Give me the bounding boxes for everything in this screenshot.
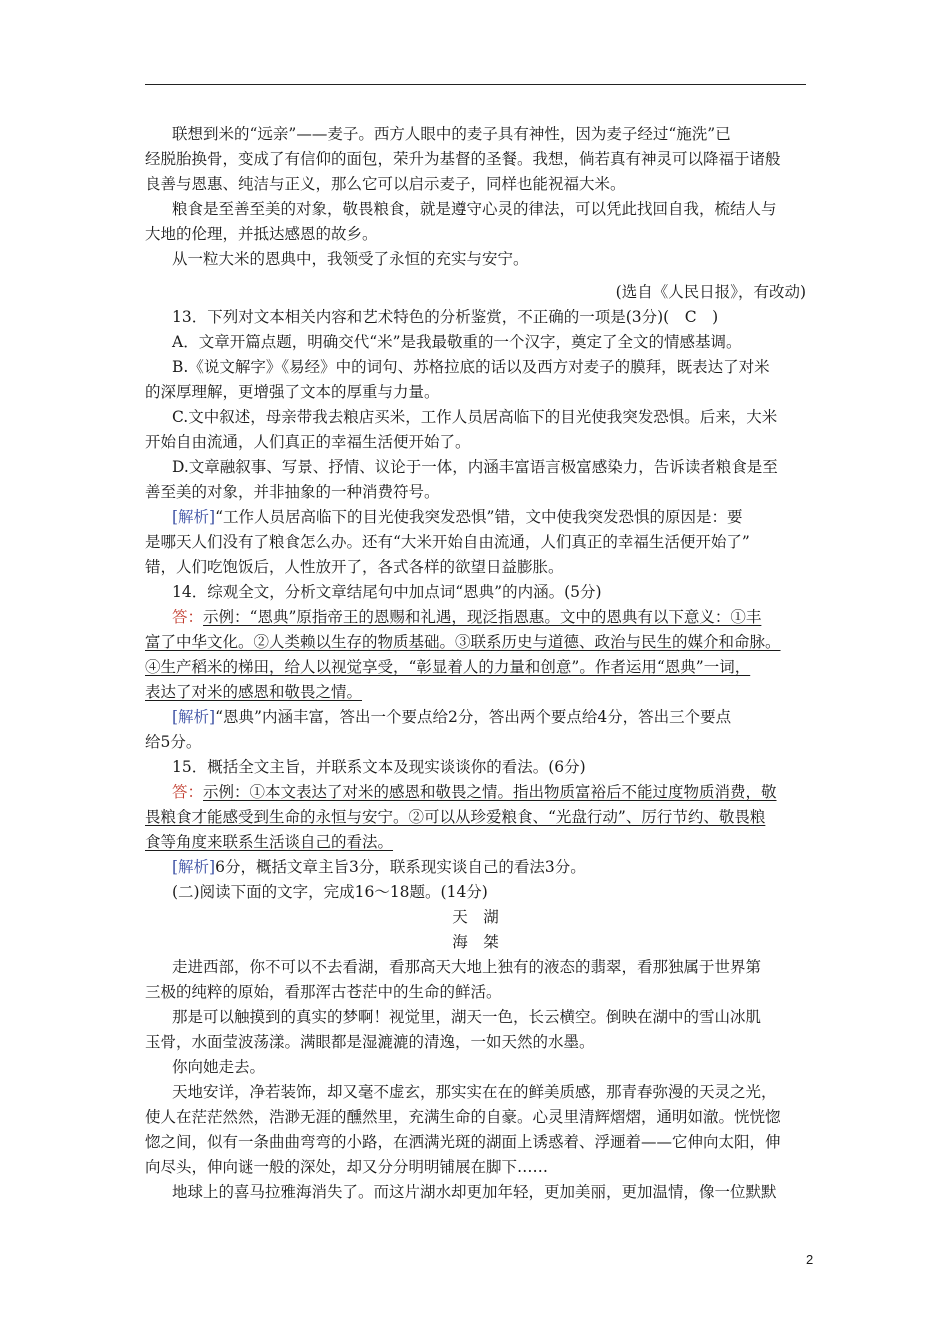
analysis-14-cont: 给5分。 xyxy=(145,733,202,751)
analysis-13 xyxy=(172,507,742,527)
text-line: 三极的纯粹的原始，看那浑古苍茫中的生命的鲜活。 xyxy=(145,983,502,1001)
answer-15-cont: 畏粮食才能感受到生命的永恒与安宁。②可以从珍爱粮食、“光盘行动”、厉行节约、敬畏粮 xyxy=(145,808,766,826)
question-14: 14．综观全文，分析文章结尾句中加点词“恩典”的内涵。(5分) xyxy=(172,583,602,601)
text-line: 走进西部，你不可以不去看湖，看那高天大地上独有的液态的翡翠，看那独属于世界第 xyxy=(172,958,762,976)
answer-15 xyxy=(172,782,777,802)
page-number: 2 xyxy=(806,1252,814,1267)
text-line: 惚之间，似有一条曲曲弯弯的小路，在洒满光斑的湖面上诱惑着、浮逦着——它伸向太阳，伸 xyxy=(145,1133,781,1151)
analysis-tag: [解析] xyxy=(172,508,216,526)
source-note: (选自《人民日报》，有改动) xyxy=(615,283,806,301)
answer-15-cont: 食等角度来联系生活谈自己的看法。 xyxy=(145,833,394,851)
answer-14-cont: ④生产稻米的梯田，给人以视觉享受，“彰显着人的力量和创意”。作者运用“恩典”一词， xyxy=(145,658,751,676)
answer-tag: 答： xyxy=(172,608,204,626)
option-a: A．文章开篇点题，明确交代“米”是我最敬重的一个汉字，奠定了全文的情感基调。 xyxy=(172,333,742,351)
answer-text: 示例：“恩典”原指帝王的恩赐和礼遇，现泛指恩惠。文中的恩典有以下意义：①丰 xyxy=(203,608,762,626)
option-c-cont: 开始自由流通，人们真正的幸福生活便开始了。 xyxy=(145,433,471,451)
answer-14-cont: 表达了对米的感恩和敬畏之情。 xyxy=(145,683,363,701)
text-line: 从一粒大米的恩典中，我领受了永恒的充实与安宁。 xyxy=(172,250,529,268)
text-line: 地球上的喜马拉雅海消失了。而这片湖水却更加年轻，更加美丽，更加温情，像一位默默 xyxy=(172,1183,777,1201)
question-13: 13．下列对文本相关内容和艺术特色的分析鉴赏，不正确的一项是(3分)( C ) xyxy=(172,308,719,326)
answer-text: 示例：①本文表达了对米的感恩和敬畏之情。指出物质富裕后不能过度物质消费，敬 xyxy=(203,783,777,801)
text-line: 玉骨，水面莹波荡漾。满眼都是湿漉漉的清逸，一如天然的水墨。 xyxy=(145,1033,595,1051)
option-d-cont: 善至美的对象，并非抽象的一种消费符号。 xyxy=(145,483,440,501)
text-line: 粮食是至善至美的对象，敬畏粮食，就是遵守心灵的律法，可以凭此找回自我，梳结人与 xyxy=(172,200,777,218)
analysis-text: 6分，概括文章主旨3分，联系现实谈自己的看法3分。 xyxy=(215,858,586,876)
header-rule xyxy=(145,84,806,85)
text-line: 联想到米的“远亲”——麦子。西方人眼中的麦子具有神性，因为麦子经过“施洗”已 xyxy=(172,125,731,143)
text-line: 你向她走去。 xyxy=(172,1058,266,1076)
option-d: D.文章融叙事、写景、抒情、议论于一体，内涵丰富语言极富感染力，告诉读者粮食是至 xyxy=(172,458,778,476)
question-15: 15．概括全文主旨，并联系文本及现实谈谈你的看法。(6分) xyxy=(172,758,586,776)
analysis-13-cont: 错，人们吃饱饭后，人性放开了，各式各样的欲望日益膨胀。 xyxy=(145,558,564,576)
analysis-15 xyxy=(172,857,586,877)
article-title: 天 湖 xyxy=(452,908,499,926)
text-line: 经脱胎换骨，变成了有信仰的面包，荣升为基督的圣餐。我想，倘若真有神灵可以降福于诸般 xyxy=(145,150,781,168)
text-line: 向尽头，伸向谜一般的深处，却又分分明明铺展在脚下…… xyxy=(145,1158,549,1176)
answer-14-cont: 富了中华文化。②人类赖以生存的物质基础。③联系历史与道德、政治与民生的媒介和命脉。 xyxy=(145,633,781,651)
text-line: 使人在茫茫然然，浩渺无涯的醺然里，充满生命的自豪。心灵里清辉熠熠，通明如澈。恍恍惚 xyxy=(145,1108,781,1126)
answer-14 xyxy=(172,607,761,627)
text-line: 良善与恩惠、纯洁与正义，那么它可以启示麦子，同样也能祝福大米。 xyxy=(145,175,626,193)
option-b: B.《说文解字》《易经》中的词句、苏格拉底的话以及西方对麦子的膜拜，既表达了对米 xyxy=(172,358,770,376)
analysis-text: “工作人员居高临下的目光使我突发恐惧”错，文中使我突发恐惧的原因是：要 xyxy=(215,508,743,526)
analysis-tag: [解析] xyxy=(172,708,216,726)
option-b-cont: 的深厚理解，更增强了文本的厚重与力量。 xyxy=(145,383,440,401)
answer-tag: 答： xyxy=(172,783,204,801)
section-heading: (二)阅读下面的文字，完成16～18题。(14分) xyxy=(172,883,488,901)
analysis-14 xyxy=(172,707,731,727)
option-c: C.文中叙述，母亲带我去粮店买米，工作人员居高临下的目光使我突发恐惧。后来，大米 xyxy=(172,408,778,426)
text-line: 天地安详，净若装饰，却又毫不虚玄，那实实在在的鲜美质感，那青春弥漫的天灵之光， xyxy=(172,1083,777,1101)
analysis-tag: [解析] xyxy=(172,858,216,876)
text-line: 大地的伦理，并抵达感恩的故乡。 xyxy=(145,225,378,243)
article-author: 海 桀 xyxy=(452,933,499,951)
text-line: 那是可以触摸到的真实的梦啊！视觉里，湖天一色，长云横空。倒映在湖中的雪山冰肌 xyxy=(172,1008,762,1026)
analysis-text: “恩典”内涵丰富，答出一个要点给2分，答出两个要点给4分，答出三个要点 xyxy=(215,708,732,726)
analysis-13-cont: 是哪天人们没有了粮食怎么办。还有“大米开始自由流通，人们真正的幸福生活便开始了” xyxy=(145,533,750,551)
